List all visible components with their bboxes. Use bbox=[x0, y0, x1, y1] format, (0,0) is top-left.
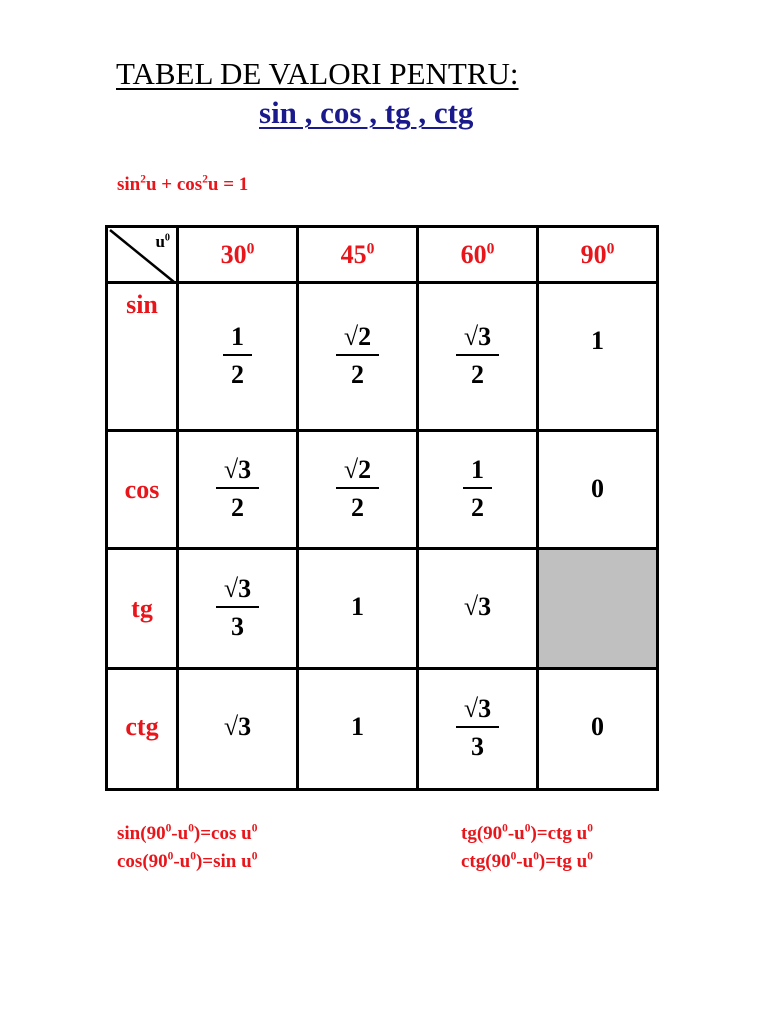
cell-tg-30: $\frac{√3}{3}$ bbox=[178, 549, 298, 669]
corner-cell bbox=[107, 227, 178, 283]
cell-sin-45: $\frac{√2}{2}$ bbox=[298, 283, 418, 431]
cell-sin-30: $\frac{1}{2}$ bbox=[178, 283, 298, 431]
cell-cos-60: $\frac{1}{2}$ bbox=[418, 431, 538, 549]
header-60: $60^0$ bbox=[418, 227, 538, 283]
page-subtitle: sin , cos , tg , ctg bbox=[259, 95, 474, 130]
cell-ctg-90: 0 bbox=[538, 669, 658, 790]
cell-cos-90: 0 bbox=[538, 431, 658, 549]
table-row-ctg bbox=[107, 669, 658, 790]
cell-sin-90: 1 bbox=[538, 283, 658, 431]
table-row-sin bbox=[107, 283, 658, 431]
cell-ctg-60: $\frac{√3}{3}$ bbox=[418, 669, 538, 790]
cell-ctg-45: 1 bbox=[298, 669, 418, 790]
cell-tg-60: √3 bbox=[418, 549, 538, 669]
table-row-cos bbox=[107, 431, 658, 549]
cell-ctg-30: √3 bbox=[178, 669, 298, 790]
row-label-ctg: ctg bbox=[107, 669, 178, 790]
complementary-identity-sin: $\sin(90^0-u^0)=\cos$ $u^0$ bbox=[117, 822, 258, 844]
table-header-row bbox=[107, 227, 658, 283]
angle-unit-label: $u^0$ bbox=[155, 232, 170, 251]
row-label-sin: sin bbox=[107, 283, 178, 431]
row-label-tg: tg bbox=[107, 549, 178, 669]
header-90: $90^0$ bbox=[538, 227, 658, 283]
pythagorean-identity: $\sin^2u + \cos^2u = 1$ bbox=[117, 173, 249, 195]
cell-tg-90-undefined bbox=[538, 549, 658, 669]
complementary-identity-ctg: $ctg(90^0-u^0)=tg$ $u^0$ bbox=[461, 850, 593, 872]
complementary-identity-cos: $\cos(90^0-u^0)=\sin$ $u^0$ bbox=[117, 850, 258, 872]
trig-values-table bbox=[105, 225, 659, 791]
header-45: $45^0$ bbox=[298, 227, 418, 283]
cell-tg-45: 1 bbox=[298, 549, 418, 669]
cell-cos-45: $\frac{√2}{2}$ bbox=[298, 431, 418, 549]
cell-cos-30: $\frac{√3}{2}$ bbox=[178, 431, 298, 549]
table-row-tg bbox=[107, 549, 658, 669]
header-30: $30^0$ bbox=[178, 227, 298, 283]
complementary-identity-tg: $tg(90^0-u^0)=ctg$ $u^0$ bbox=[461, 822, 593, 844]
row-label-cos: cos bbox=[107, 431, 178, 549]
page-title: TABEL DE VALORI PENTRU: bbox=[116, 56, 519, 91]
cell-sin-60: $\frac{√3}{2}$ bbox=[418, 283, 538, 431]
